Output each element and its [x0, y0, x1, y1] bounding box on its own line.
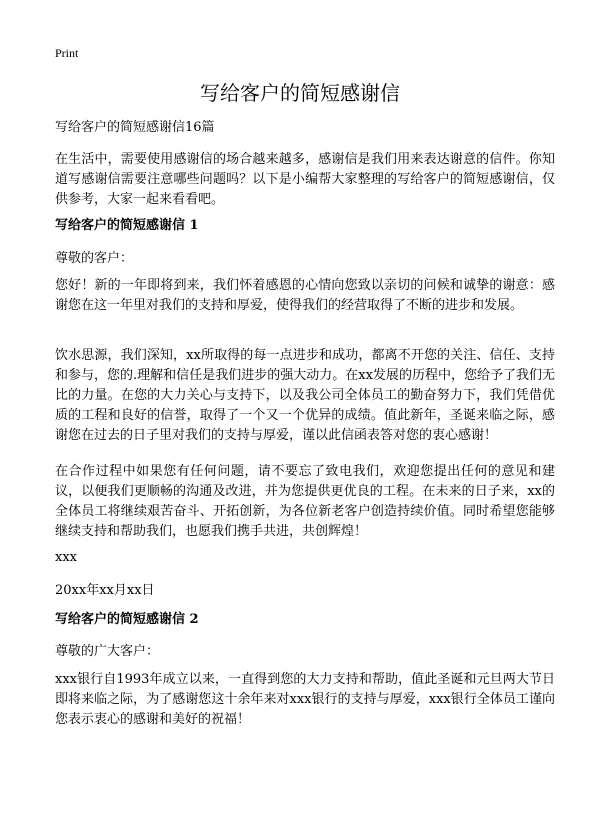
letter-1-signature-block — [55, 548, 555, 568]
letter-2-salutation-block — [55, 642, 555, 662]
letter-1-signature: xxx — [55, 550, 77, 565]
letter-1-paragraph-3: 在合作过程中如果您有任何问题，请不要忘了致电我们，欢迎您提出任何的意见和建议，以便我们更顺畅的沟通及改进，并为您提供更优良的工程。在未来的日子来，xx的全体员工将继续艰苦奋斗、开拓创新，为各位新老客户创造持续价值。同时希望您能够继续支持和帮助我们，也愿我们携手共进，共创辉煌！ — [55, 464, 555, 539]
letter-1-paragraph-1: 您好！新的一年即将到来，我们怀着感恩的心情向您致以亲切的问候和诚挚的谢意：感谢您在这一年里对我们的支持和厚爱，使得我们的经营取得了不断的进步和发展。 — [55, 278, 555, 313]
letter-1-paragraph-2: 饮水思源，我们深知，xx所取得的每一点进步和成功，都离不开您的关注、信任、支持和参与，您的.理解和信任是我们进步的强大动力。在xx发展的历程中，您给予了我们无比的力量。在您的大力关心与支持下，以及我公司全体员工的勤奋努力下，我们凭借优质的工程和良好的信誉，取得了一个又一个优异的成绩。值此新年，圣诞来临之际，感谢您在过去的日子里对我们的支持与厚爱，谨以此信函表答对您的衷心感谢！ — [55, 348, 555, 443]
letter-1-paragraph-3-block — [55, 462, 555, 542]
letter-2-salutation: 尊敬的广大客户： — [55, 644, 160, 659]
letter-1-salutation-block — [55, 249, 555, 269]
letter-1-paragraph-2-block — [55, 346, 555, 446]
letter-1-date-block — [55, 581, 555, 601]
page-title: 写给客户的简短感谢信 — [200, 81, 400, 105]
letter-2-heading-block — [55, 612, 555, 628]
letter-1-heading-block — [55, 218, 555, 234]
letter-1-date: 20xx年xx月xx日 — [55, 583, 155, 598]
subtitle: 写给客户的简短感谢信16篇 — [55, 120, 215, 135]
print-link[interactable]: Print — [55, 46, 79, 60]
intro-paragraph: 在生活中，需要使用感谢信的场合越来越多，感谢信是我们用来表达谢意的信件。你知道写感谢信需要注意哪些问题吗？以下是小编帮大家整理的写给客户的简短感谢信，仅供参考，大家一起来看看吧。 — [55, 152, 555, 207]
letter-2-paragraph-1: xxx银行自1993年成立以来，一直得到您的大力支持和帮助，值此圣诞和元旦两大节日即将来临之际，为了感谢您这十余年来对xxx银行的支持与厚爱，xxx银行全体员工谨向您表示衷心的感谢和美好的祝福！ — [55, 672, 555, 727]
letter-1-heading: 写给客户的简短感谢信 1 — [55, 218, 199, 233]
letter-1-paragraph-1-block — [55, 276, 555, 316]
letter-1-salutation: 尊敬的客户： — [55, 251, 134, 266]
intro-block — [55, 150, 555, 210]
letter-2-paragraph-1-block — [55, 670, 555, 730]
letter-2-heading: 写给客户的简短感谢信 2 — [55, 612, 199, 627]
